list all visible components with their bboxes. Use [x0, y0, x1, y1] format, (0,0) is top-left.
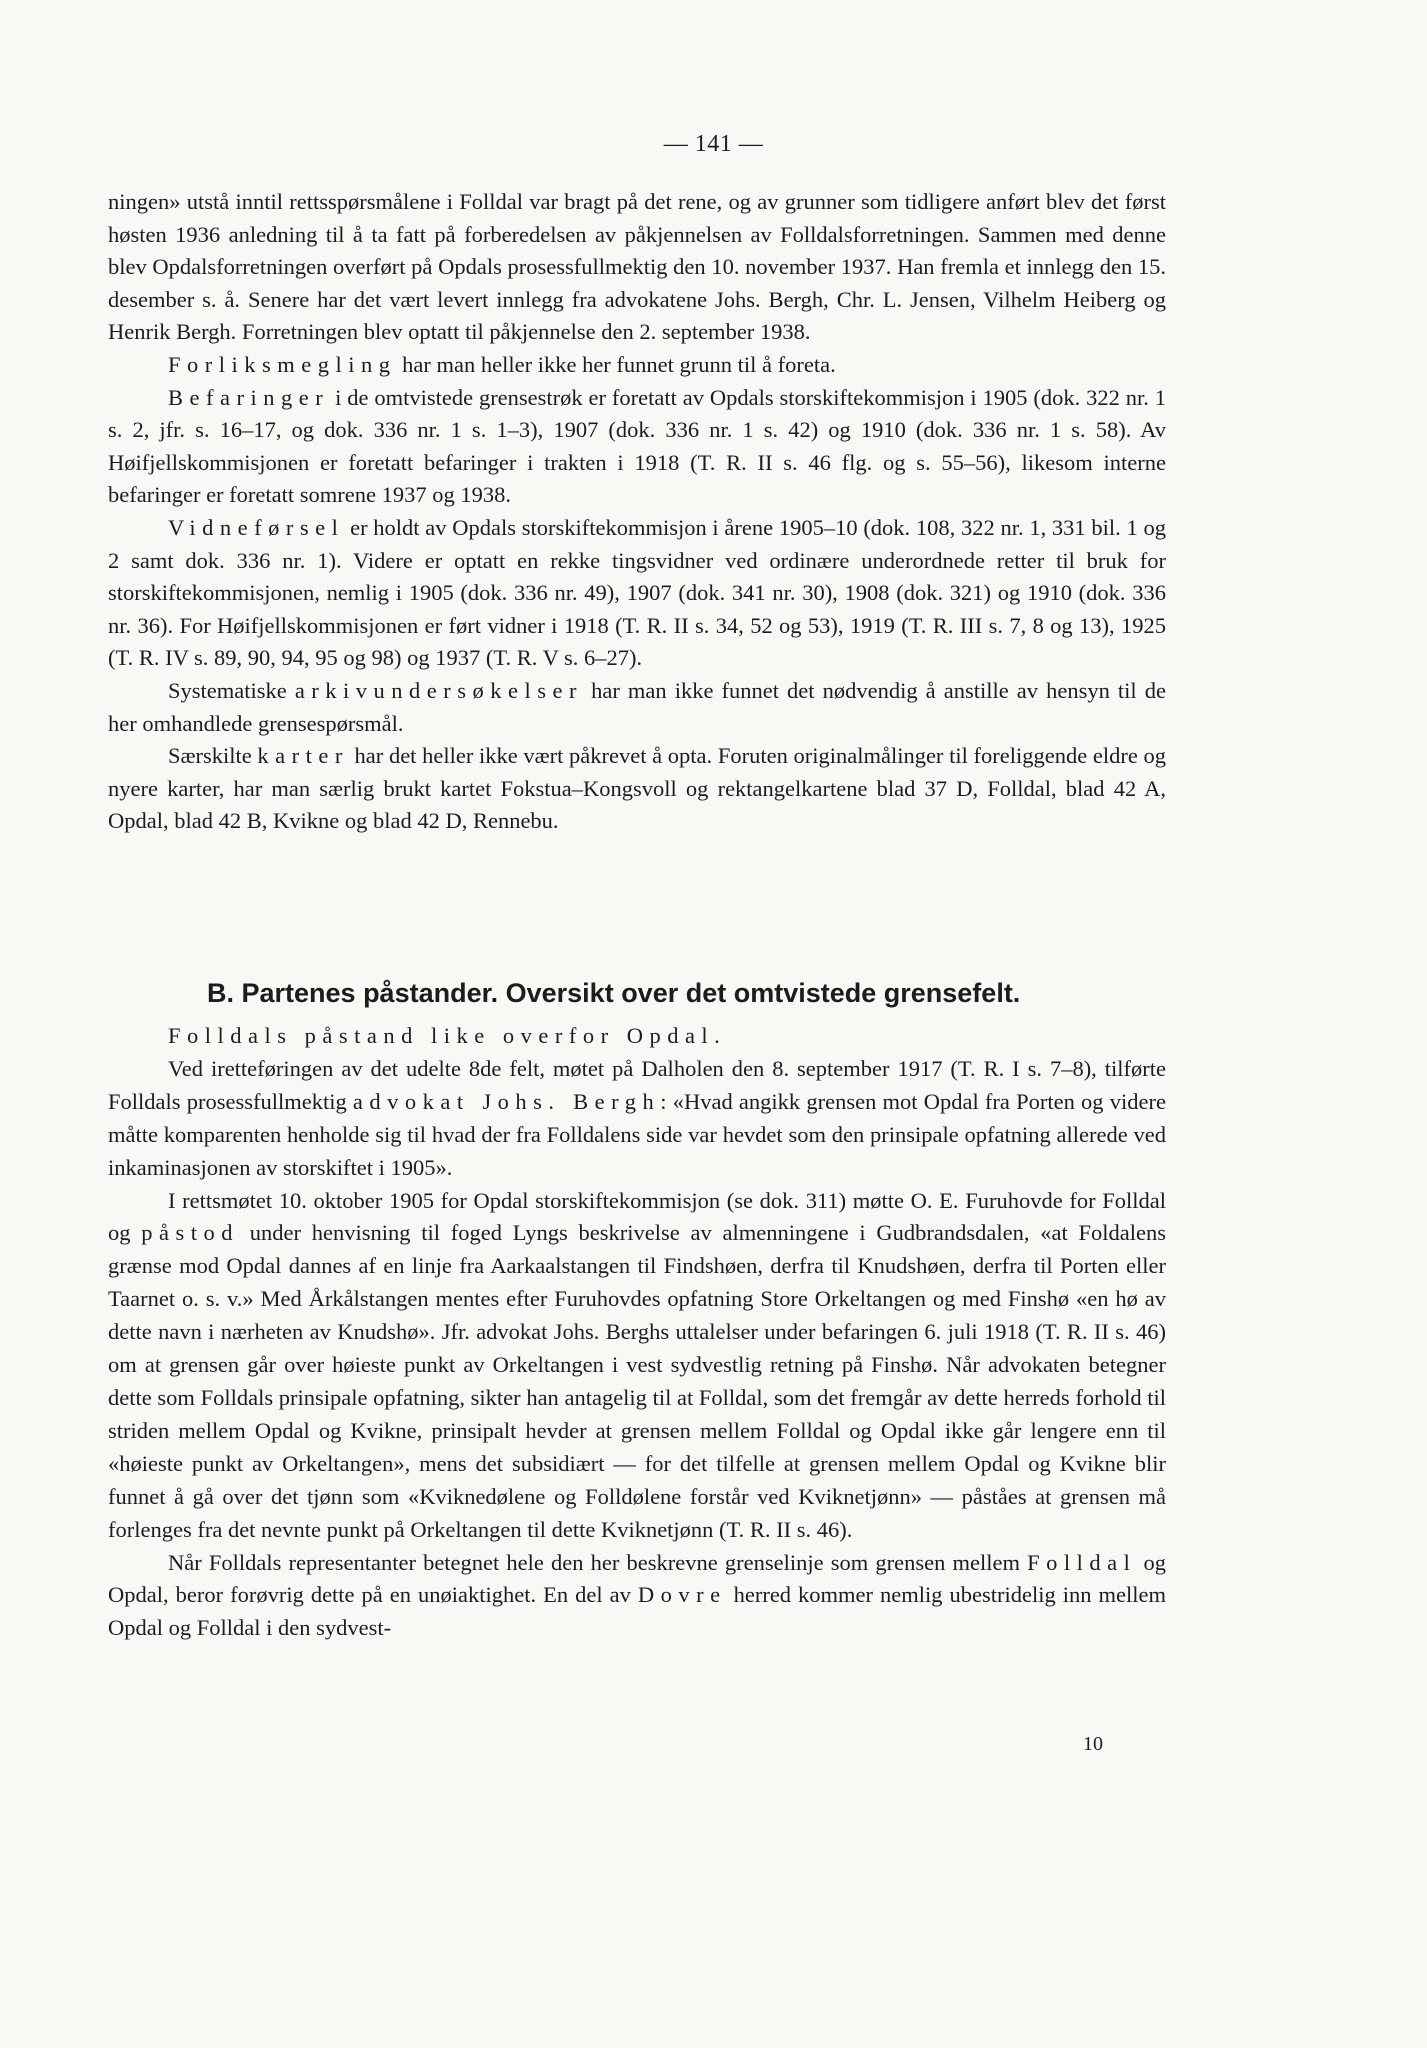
paragraph-text: har man heller ikke her funnet grunn til å foreta. [396, 351, 836, 377]
paragraph-text: ningen» utstå inntil rettsspørsmålene i Folldal var bragt på det rene, og av grunner som tidligere anført blev det først høsten 1936 anledning til å ta fatt på forberedelsen av påkjennelsen av Folldalsforretningen. Sammen med denne blev Opdalsforretningen overført på Opdals prosessfullmektig den 10. november 1937. Han fremla et innlegg den 15. desember s. å. Senere har det vært levert innlegg fra advokatene Johs. Bergh, Chr. L. Jensen, Vilhelm Heiberg og Henrik Bergh. Forretningen blev optatt til påkjennelse den 2. september 1938. [108, 189, 1166, 345]
paragraph-text: har det heller ikke vært påkrevet å opta. Foruten originalmålinger til foreliggende eldre og nyere karter, har man særlig brukt kartet Fokstua–Kongsvoll og rektangelkartene blad 37 D, Folldal, blad 42 A, Opdal, blad 42 B, Kvikne og blad 42 D, Rennebu. [108, 743, 1166, 834]
spaced-term: Forliksmegling [168, 351, 397, 377]
spaced-term: arkivundersøkelser [294, 677, 584, 703]
spaced-term: Folldal [1027, 1549, 1137, 1575]
spaced-term: Befaringer [168, 384, 330, 410]
spaced-term: karter [257, 743, 349, 769]
paragraph [108, 1547, 1166, 1646]
spaced-term: påstod [141, 1220, 240, 1246]
paragraph-text: : «Hvad angikk grensen mot Opdal fra Porten og videre måtte komparenten henholde sig til hvad der fra Folldalens side var hevdet som den prinsipale opfatning allerede ved inkaminasjonen av storskiftet i 1905». [108, 1088, 1166, 1180]
paragraph-text: under henvisning til foged Lyngs beskrivelse av almenningene i Gudbrandsdalen, «at Foldalens grænse mod Opdal dannes af en linje fra Aarkaalstangen til Findshøen, derfra til Knudshøen, derfra til Porten eller Taarnet o. s. v.» Med Årkålstangen mentes efter Furuhovdes opfatning Store Orkeltangen og med Finshø «en hø av dette navn i nærheten av Knudshø». Jfr. advokat Johs. Berghs uttalelser under befaringen 6. juli 1918 (T. R. II s. 46) om at grensen går over høieste punkt av Orkeltangen i vest sydvestlig retning på Finshø. Når advokaten betegner dette som Folldals prinsipale opfatning, sikter han antagelig til at Folldal, som det fremgår av dette herreds forhold til striden mellem Opdal og Kvikne, prinsipalt hevder at grensen mellem Folldal og Opdal ikke går lengere enn til «høieste punkt av Orkeltangen», mens det subsidiært — for det tilfelle at grensen mellem Opdal og Kvikne blir funnet å gå over det tjønn som «Kviknedølene og Folldølene forstår ved Kviknetjønn» — påståes at grensen må forlenges fra det nevnte punkt på Orkeltangen til dette Kviknetjønn (T. R. II s. 46). [108, 1220, 1167, 1542]
paragraph-text: Systematiske [168, 677, 295, 703]
spaced-term: Vidneførsel [168, 514, 345, 540]
paragraph [108, 1185, 1166, 1547]
paragraph-text: Ved iretteføringen av det udelte 8de felt, møtet på Dalholen den 8. september 1917 (T. R. I s. 7–8), tilførte Folldals prosessfullmektig [108, 1055, 1166, 1114]
paragraph [108, 1020, 1166, 1053]
spaced-term: advokat Johs. Bergh [352, 1088, 661, 1114]
section-procedure-text [108, 186, 1166, 838]
paragraph-text: i de omtvistede grensestrøk er foretatt av Opdals storskiftekommisjon i 1905 (dok. 322 nr. 1 s. 2, jfr. s. 16–17, og dok. 336 nr. 1 s. 1–3), 1907 (dok. 336 nr. 1 s. 42) og 1910 (dok. 336 nr. 1 s. 58). Av Høifjellskommisjonen er foretatt befaringer i trakten i 1918 (T. R. II s. 46 flg. og s. 55–56), likesom interne befaringer er foretatt somrene 1937 og 1938. [108, 384, 1166, 508]
paragraph-text: herred kommer nemlig ubestridelig inn mellem Opdal og Folldal i den sydvest- [108, 1582, 1166, 1641]
paragraph [108, 512, 1166, 675]
paragraph [108, 186, 1166, 349]
section-heading: B. Partenes påstander. Oversikt over det omtvistede grensefelt. [207, 978, 1021, 1008]
paragraph [108, 382, 1166, 512]
paragraph [108, 349, 1166, 382]
paragraph [108, 740, 1166, 838]
paragraph [108, 1053, 1166, 1185]
paragraph-text: og Opdal, beror forøvrig dette på en unøiaktighet. En del av [108, 1549, 1167, 1608]
paragraph-text: I rettsmøtet 10. oktober 1905 for Opdal storskiftekommisjon (se dok. 311) møtte O. E. Furuhovde for Folldal og [108, 1187, 1166, 1246]
section-claims-text [108, 1020, 1166, 1645]
paragraph [108, 675, 1166, 740]
paragraph-text: Når Folldals representanter betegnet hele den her beskrevne grenselinje som grensen mellem [168, 1549, 1028, 1575]
paragraph-text: har man ikke funnet det nødvendig å anstille av hensyn til de her omhandlede grensespørsmål. [108, 677, 1166, 736]
signature-mark: 10 [1083, 1733, 1103, 1755]
spaced-subheading: Folldals påstand like overfor Opdal. [168, 1023, 727, 1048]
page-number: — 141 — [663, 131, 764, 157]
spaced-term: Dovre [637, 1582, 727, 1608]
paragraph-text: Særskilte [168, 743, 258, 769]
paragraph-text: er holdt av Opdals storskiftekommisjon i årene 1905–10 (dok. 108, 322 nr. 1, 331 bil. 1 og 2 samt dok. 336 nr. 1). Videre er optatt en rekke tingsvidner ved ordinære underordnede retter til bruk for storskiftekommisjonen, nemlig i 1905 (dok. 336 nr. 49), 1907 (dok. 341 nr. 30), 1908 (dok. 321) og 1910 (dok. 336 nr. 36). For Høifjellskommisjonen er ført vidner i 1918 (T. R. II s. 34, 52 og 53), 1919 (T. R. III s. 7, 8 og 13), 1925 (T. R. IV s. 89, 90, 94, 95 og 98) og 1937 (T. R. V s. 6–27). [108, 514, 1166, 671]
